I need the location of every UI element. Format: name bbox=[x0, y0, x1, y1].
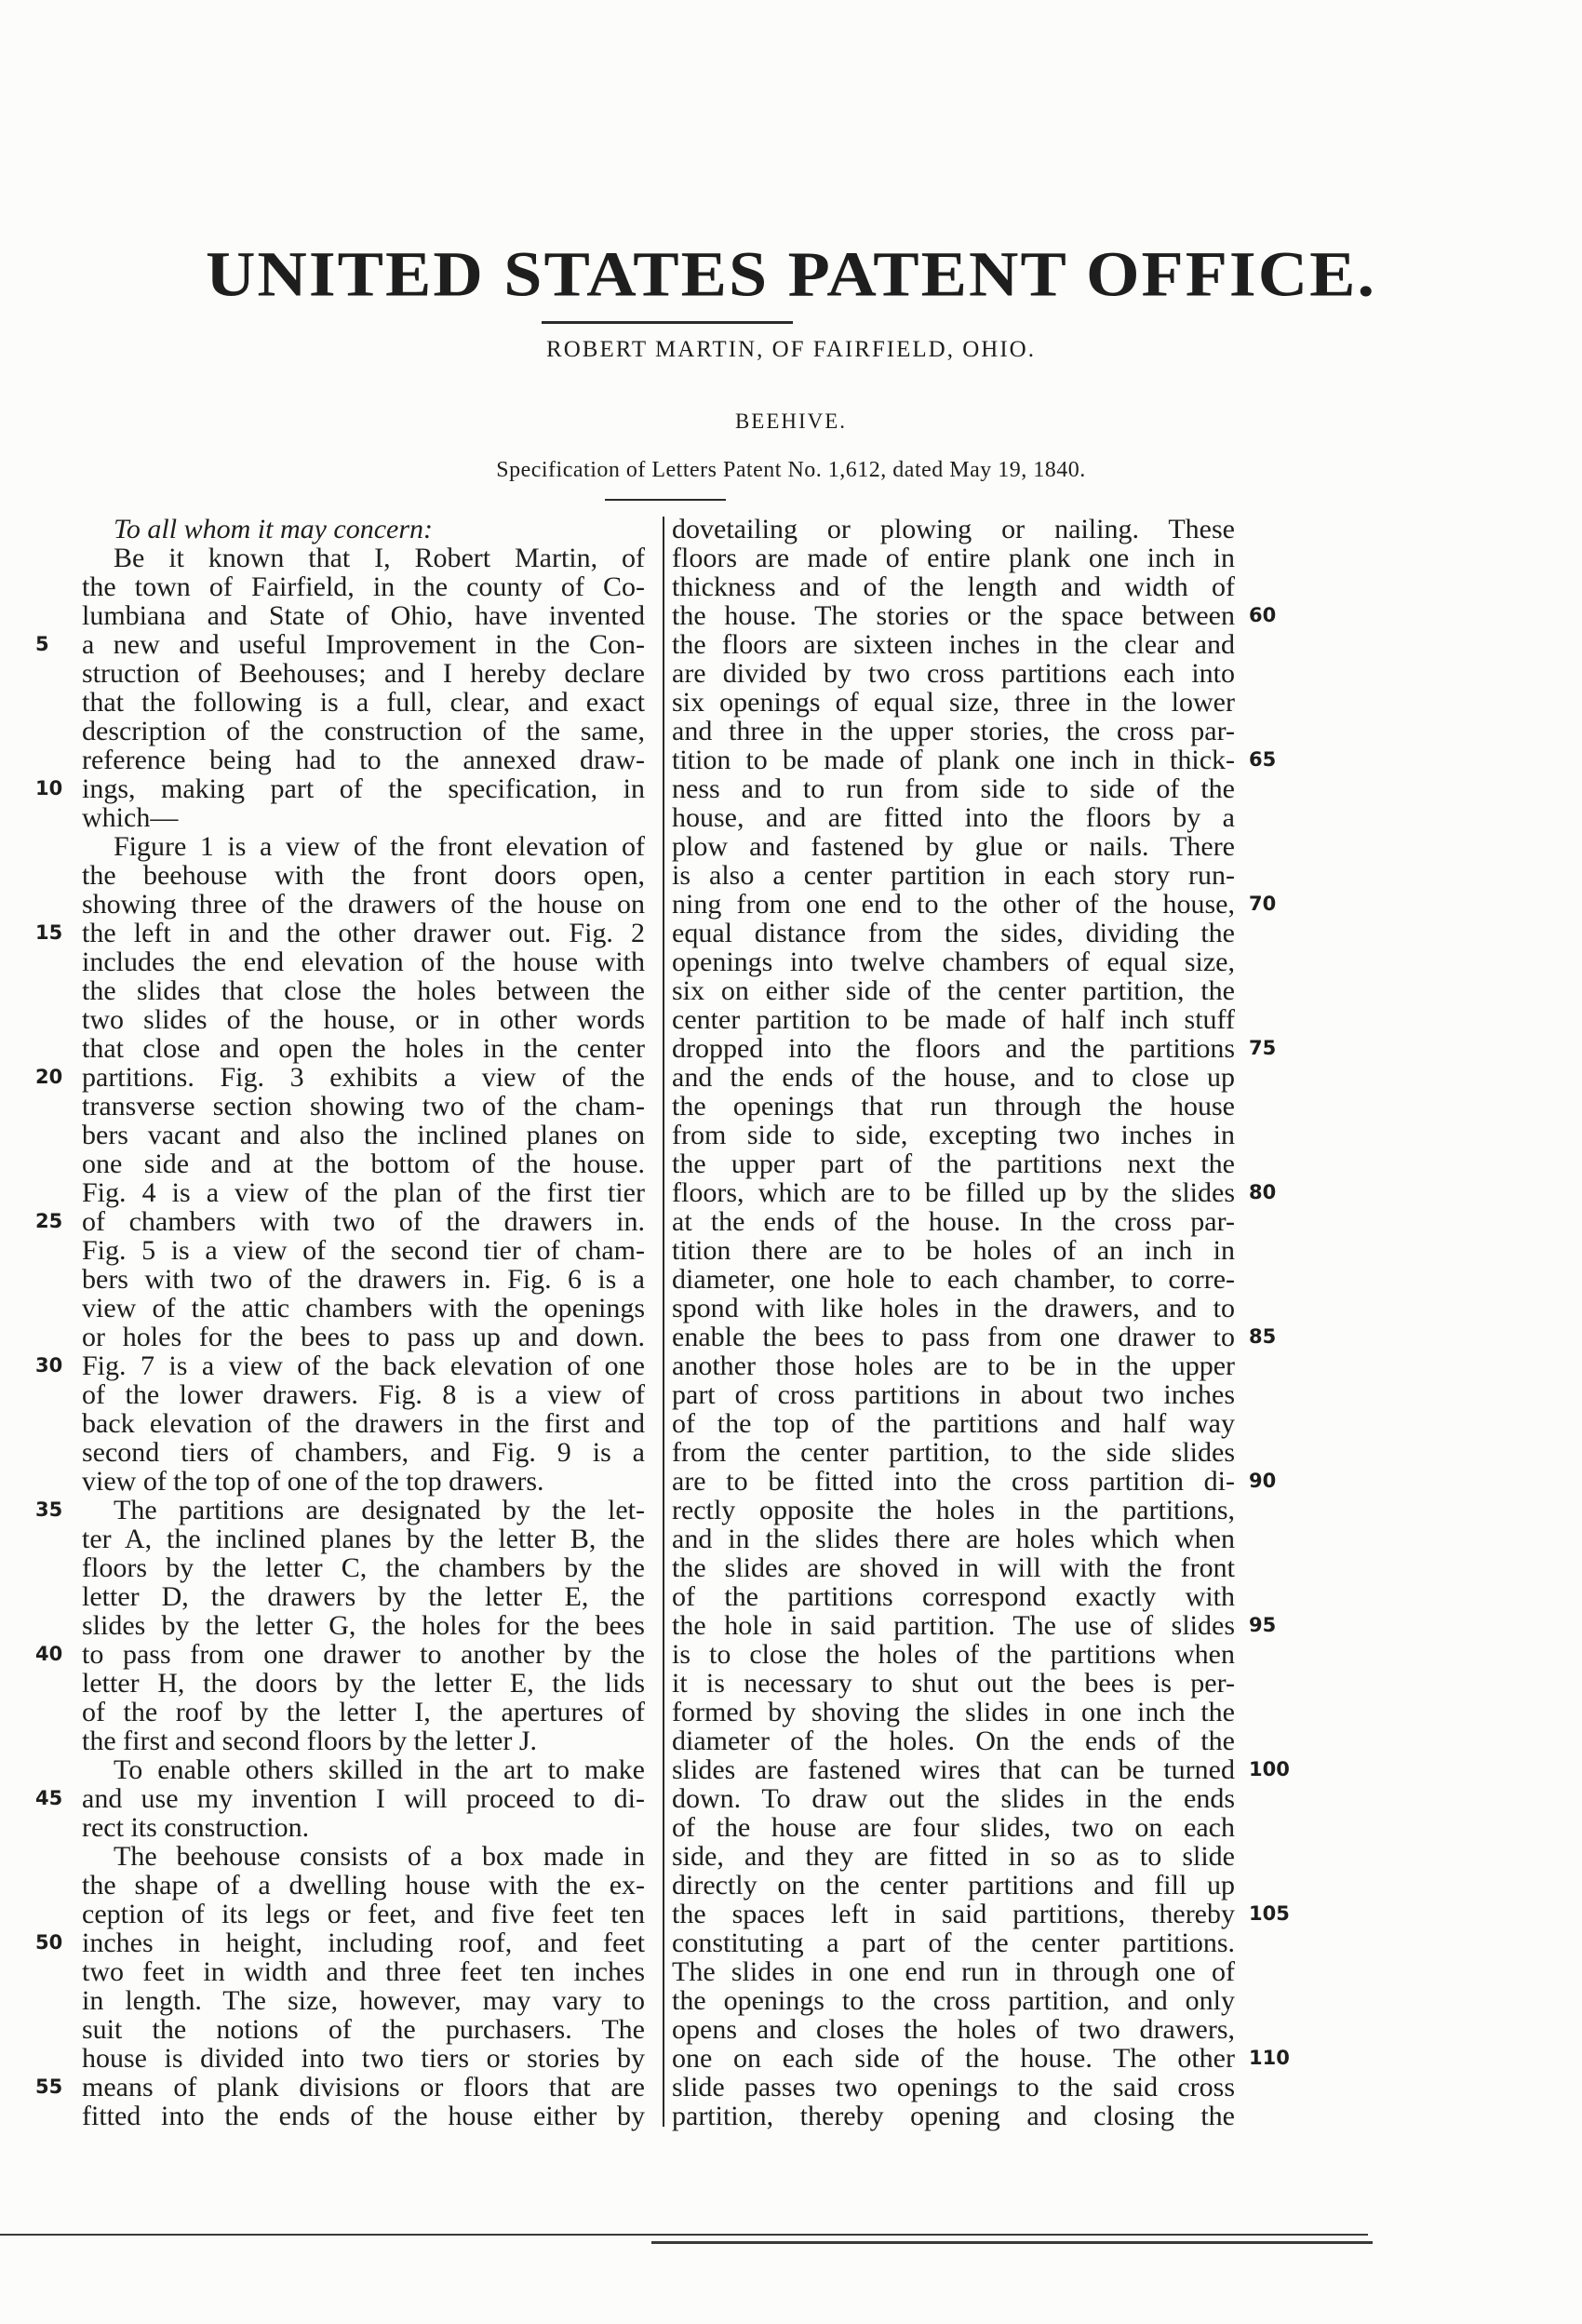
invention-subject: BEEHIVE. bbox=[734, 410, 848, 433]
line-number: 80 bbox=[1249, 1181, 1277, 1203]
text-line: opens and closes the holes of two drawers, bbox=[672, 2014, 1235, 2045]
text-line: six openings of equal size, three in the lower bbox=[672, 687, 1235, 718]
inventor-line: ROBERT MARTIN, OF FAIRFIELD, OHIO. bbox=[546, 337, 1036, 362]
column-divider bbox=[663, 517, 664, 2127]
text-line: floors by the letter C, the chambers by the bbox=[82, 1552, 645, 1583]
text-line: center partition to be made of half inch stuff bbox=[672, 1004, 1235, 1035]
text-line: to pass from one drawer to another by the bbox=[82, 1639, 645, 1670]
text-line: constituting a part of the center partitions. bbox=[672, 1928, 1235, 1958]
text-line: tition to be made of plank one inch in thick- bbox=[672, 745, 1235, 775]
text-line: partition, thereby opening and closing the bbox=[672, 2101, 1235, 2131]
text-line: the openings to the cross partition, and only bbox=[672, 1985, 1235, 2016]
text-line: the slides that close the holes between the bbox=[82, 975, 645, 1006]
line-number: 20 bbox=[35, 1066, 63, 1088]
bottom-rule-secondary bbox=[651, 2241, 1373, 2244]
text-line: or holes for the bees to pass up and down. bbox=[82, 1322, 645, 1352]
text-line: rectly opposite the holes in the partitions, bbox=[672, 1495, 1235, 1525]
line-number: 50 bbox=[35, 1931, 63, 1954]
text-line: description of the construction of the same, bbox=[82, 716, 645, 746]
text-line: and three in the upper stories, the cross par- bbox=[672, 716, 1235, 746]
text-line: letter D, the drawers by the letter E, the bbox=[82, 1581, 645, 1612]
text-line: The slides in one end run in through one of bbox=[672, 1956, 1235, 1987]
left-column bbox=[82, 515, 645, 2130]
text-line: and in the slides there are holes which when bbox=[672, 1524, 1235, 1554]
text-line: includes the end elevation of the house with bbox=[82, 947, 645, 977]
text-line: floors, which are to be filled up by the slides bbox=[672, 1177, 1235, 1208]
text-line: six on either side of the center partition, the bbox=[672, 975, 1235, 1006]
text-line: formed by shoving the slides in one inch the bbox=[672, 1697, 1235, 1727]
line-number: 35 bbox=[35, 1498, 63, 1521]
text-line: the first and second floors by the letter J. bbox=[82, 1726, 538, 1756]
text-line: the town of Fairfield, in the county of Co- bbox=[82, 571, 645, 602]
text-line: spond with like holes in the drawers, and to bbox=[672, 1293, 1235, 1323]
text-line: two slides of the house, or in other words bbox=[82, 1004, 645, 1035]
text-line: the hole in said partition. The use of slides bbox=[672, 1610, 1235, 1641]
text-line: slide passes two openings to the said cross bbox=[672, 2072, 1235, 2102]
right-column bbox=[672, 515, 1235, 2130]
text-line: view of the top of one of the top drawers. bbox=[82, 1466, 544, 1497]
text-line: tition there are to be holes of an inch in bbox=[672, 1235, 1235, 1266]
text-line: view of the attic chambers with the openings bbox=[82, 1293, 645, 1323]
text-line: the slides are shoved in will with the front bbox=[672, 1552, 1235, 1583]
title-rule bbox=[542, 321, 793, 324]
text-line: the upper part of the partitions next the bbox=[672, 1149, 1235, 1179]
line-number: 60 bbox=[1249, 604, 1277, 626]
line-number: 95 bbox=[1249, 1614, 1277, 1636]
line-number: 65 bbox=[1249, 748, 1277, 771]
line-number: 85 bbox=[1249, 1325, 1277, 1348]
text-line: enable the bees to pass from one drawer to bbox=[672, 1322, 1235, 1352]
text-line: of the top of the partitions and half way bbox=[672, 1408, 1235, 1439]
text-line: To enable others skilled in the art to make bbox=[114, 1754, 645, 1785]
text-line: bers with two of the drawers in. Fig. 6 is a bbox=[82, 1264, 645, 1295]
text-line: and use my invention I will proceed to di- bbox=[82, 1783, 645, 1814]
line-number: 105 bbox=[1249, 1902, 1290, 1925]
text-line: showing three of the drawers of the house on bbox=[82, 889, 645, 920]
text-line: ness and to run from side to side of the bbox=[672, 773, 1235, 804]
line-number: 100 bbox=[1249, 1758, 1290, 1780]
text-line: from side to side, excepting two inches in bbox=[672, 1120, 1235, 1150]
line-number: 15 bbox=[35, 921, 63, 944]
line-number: 75 bbox=[1249, 1037, 1277, 1059]
text-line: one side and at the bottom of the house. bbox=[82, 1149, 645, 1179]
text-line: Figure 1 is a view of the front elevation of bbox=[114, 831, 645, 862]
specification-line: Specification of Letters Patent No. 1,612, dated May 19, 1840. bbox=[496, 458, 1086, 482]
text-line: a new and useful Improvement in the Con- bbox=[82, 629, 645, 660]
text-line: Be it known that I, Robert Martin, of bbox=[114, 543, 645, 573]
text-line: openings into twelve chambers of equal size, bbox=[672, 947, 1235, 977]
text-line: of the house are four slides, two on each bbox=[672, 1812, 1235, 1843]
text-line: from the center partition, to the side slides bbox=[672, 1437, 1235, 1468]
text-line: The beehouse consists of a box made in bbox=[114, 1841, 645, 1872]
text-line: and the ends of the house, and to close up bbox=[672, 1062, 1235, 1093]
text-line: dropped into the floors and the partitions bbox=[672, 1033, 1235, 1064]
text-line: of the roof by the letter I, the apertures of bbox=[82, 1697, 645, 1727]
line-number: 5 bbox=[35, 633, 49, 655]
text-line: means of plank divisions or floors that are bbox=[82, 2072, 645, 2102]
text-line: down. To draw out the slides in the ends bbox=[672, 1783, 1235, 1814]
line-number: 55 bbox=[35, 2075, 63, 2098]
text-line: ception of its legs or feet, and five feet ten bbox=[82, 1899, 645, 1929]
text-line: struction of Beehouses; and I hereby declare bbox=[82, 658, 645, 689]
text-line: reference being had to the annexed draw- bbox=[82, 745, 645, 775]
text-line: dovetailing or plowing or nailing. These bbox=[672, 514, 1235, 544]
text-line: letter H, the doors by the letter E, the lids bbox=[82, 1668, 645, 1699]
text-line: the house. The stories or the space between bbox=[672, 600, 1235, 631]
text-line: Fig. 4 is a view of the plan of the first tier bbox=[82, 1177, 645, 1208]
line-number: 40 bbox=[35, 1643, 63, 1665]
text-line: The partitions are designated by the let- bbox=[114, 1495, 645, 1525]
text-line: is also a center partition in each story run- bbox=[672, 860, 1235, 891]
text-line: back elevation of the drawers in the first and bbox=[82, 1408, 645, 1439]
line-number: 30 bbox=[35, 1354, 63, 1377]
text-line: the beehouse with the front doors open, bbox=[82, 860, 645, 891]
text-line: of the lower drawers. Fig. 8 is a view of bbox=[82, 1379, 645, 1410]
text-line: of chambers with two of the drawers in. bbox=[82, 1206, 645, 1237]
text-line: equal distance from the sides, dividing the bbox=[672, 918, 1235, 948]
text-line: fitted into the ends of the house either by bbox=[82, 2101, 645, 2131]
text-line: ings, making part of the specification, in bbox=[82, 773, 645, 804]
text-line: are divided by two cross partitions each into bbox=[672, 658, 1235, 689]
text-line: of the partitions correspond exactly with bbox=[672, 1581, 1235, 1612]
text-line: ter A, the inclined planes by the letter B, the bbox=[82, 1524, 645, 1554]
text-line: slides by the letter G, the holes for the bees bbox=[82, 1610, 645, 1641]
text-line: which— bbox=[82, 802, 179, 833]
text-line: in length. The size, however, may vary to bbox=[82, 1985, 645, 2016]
text-line: transverse section showing two of the cham- bbox=[82, 1091, 645, 1122]
text-line: Fig. 7 is a view of the back elevation of one bbox=[82, 1350, 645, 1381]
text-line: part of cross partitions in about two inches bbox=[672, 1379, 1235, 1410]
text-line: suit the notions of the purchasers. The bbox=[82, 2014, 645, 2045]
text-line: directly on the center partitions and fill up bbox=[672, 1870, 1235, 1901]
text-line: another those holes are to be in the upper bbox=[672, 1350, 1235, 1381]
text-line: the floors are sixteen inches in the clear and bbox=[672, 629, 1235, 660]
text-line: it is necessary to shut out the bees is per- bbox=[672, 1668, 1235, 1699]
text-line: ning from one end to the other of the house, bbox=[672, 889, 1235, 920]
text-line: bers vacant and also the inclined planes on bbox=[82, 1120, 645, 1150]
text-line: Fig. 5 is a view of the second tier of cham- bbox=[82, 1235, 645, 1266]
text-line: the spaces left in said partitions, thereby bbox=[672, 1899, 1235, 1929]
text-line: second tiers of chambers, and Fig. 9 is a bbox=[82, 1437, 645, 1468]
text-line: that close and open the holes in the center bbox=[82, 1033, 645, 1064]
text-line: the left in and the other drawer out. Fig. 2 bbox=[82, 918, 645, 948]
line-number: 90 bbox=[1249, 1470, 1277, 1492]
text-line: inches in height, including roof, and feet bbox=[82, 1928, 645, 1958]
text-line: partitions. Fig. 3 exhibits a view of the bbox=[82, 1062, 645, 1093]
line-number: 110 bbox=[1249, 2047, 1290, 2069]
text-line: floors are made of entire plank one inch in bbox=[672, 543, 1235, 573]
text-line: two feet in width and three feet ten inches bbox=[82, 1956, 645, 1987]
text-line: plow and fastened by glue or nails. There bbox=[672, 831, 1235, 862]
text-line: house, and are fitted into the floors by a bbox=[672, 802, 1235, 833]
text-line: rect its construction. bbox=[82, 1812, 310, 1843]
text-line: To all whom it may concern: bbox=[114, 514, 434, 544]
text-line: are to be fitted into the cross partition di- bbox=[672, 1466, 1235, 1497]
text-line: one on each side of the house. The other bbox=[672, 2043, 1235, 2074]
line-number: 45 bbox=[35, 1787, 63, 1809]
line-number: 10 bbox=[35, 777, 63, 799]
text-line: house is divided into two tiers or stories by bbox=[82, 2043, 645, 2074]
text-line: slides are fastened wires that can be turned bbox=[672, 1754, 1235, 1785]
header-rule bbox=[605, 499, 726, 501]
bottom-rule bbox=[0, 2234, 1368, 2236]
text-line: is to close the holes of the partitions when bbox=[672, 1639, 1235, 1670]
text-line: that the following is a full, clear, and exact bbox=[82, 687, 645, 718]
text-line: the shape of a dwelling house with the ex- bbox=[82, 1870, 645, 1901]
text-line: at the ends of the house. In the cross par- bbox=[672, 1206, 1235, 1237]
line-number: 70 bbox=[1249, 893, 1277, 915]
text-line: diameter of the holes. On the ends of the bbox=[672, 1726, 1235, 1756]
office-title: UNITED STATES PATENT OFFICE. bbox=[205, 238, 1377, 311]
text-line: the openings that run through the house bbox=[672, 1091, 1235, 1122]
text-line: side, and they are fitted in so as to slide bbox=[672, 1841, 1235, 1872]
text-line: diameter, one hole to each chamber, to corre- bbox=[672, 1264, 1235, 1295]
line-number: 25 bbox=[35, 1210, 63, 1232]
text-line: lumbiana and State of Ohio, have invented bbox=[82, 600, 645, 631]
text-line: thickness and of the length and width of bbox=[672, 571, 1235, 602]
